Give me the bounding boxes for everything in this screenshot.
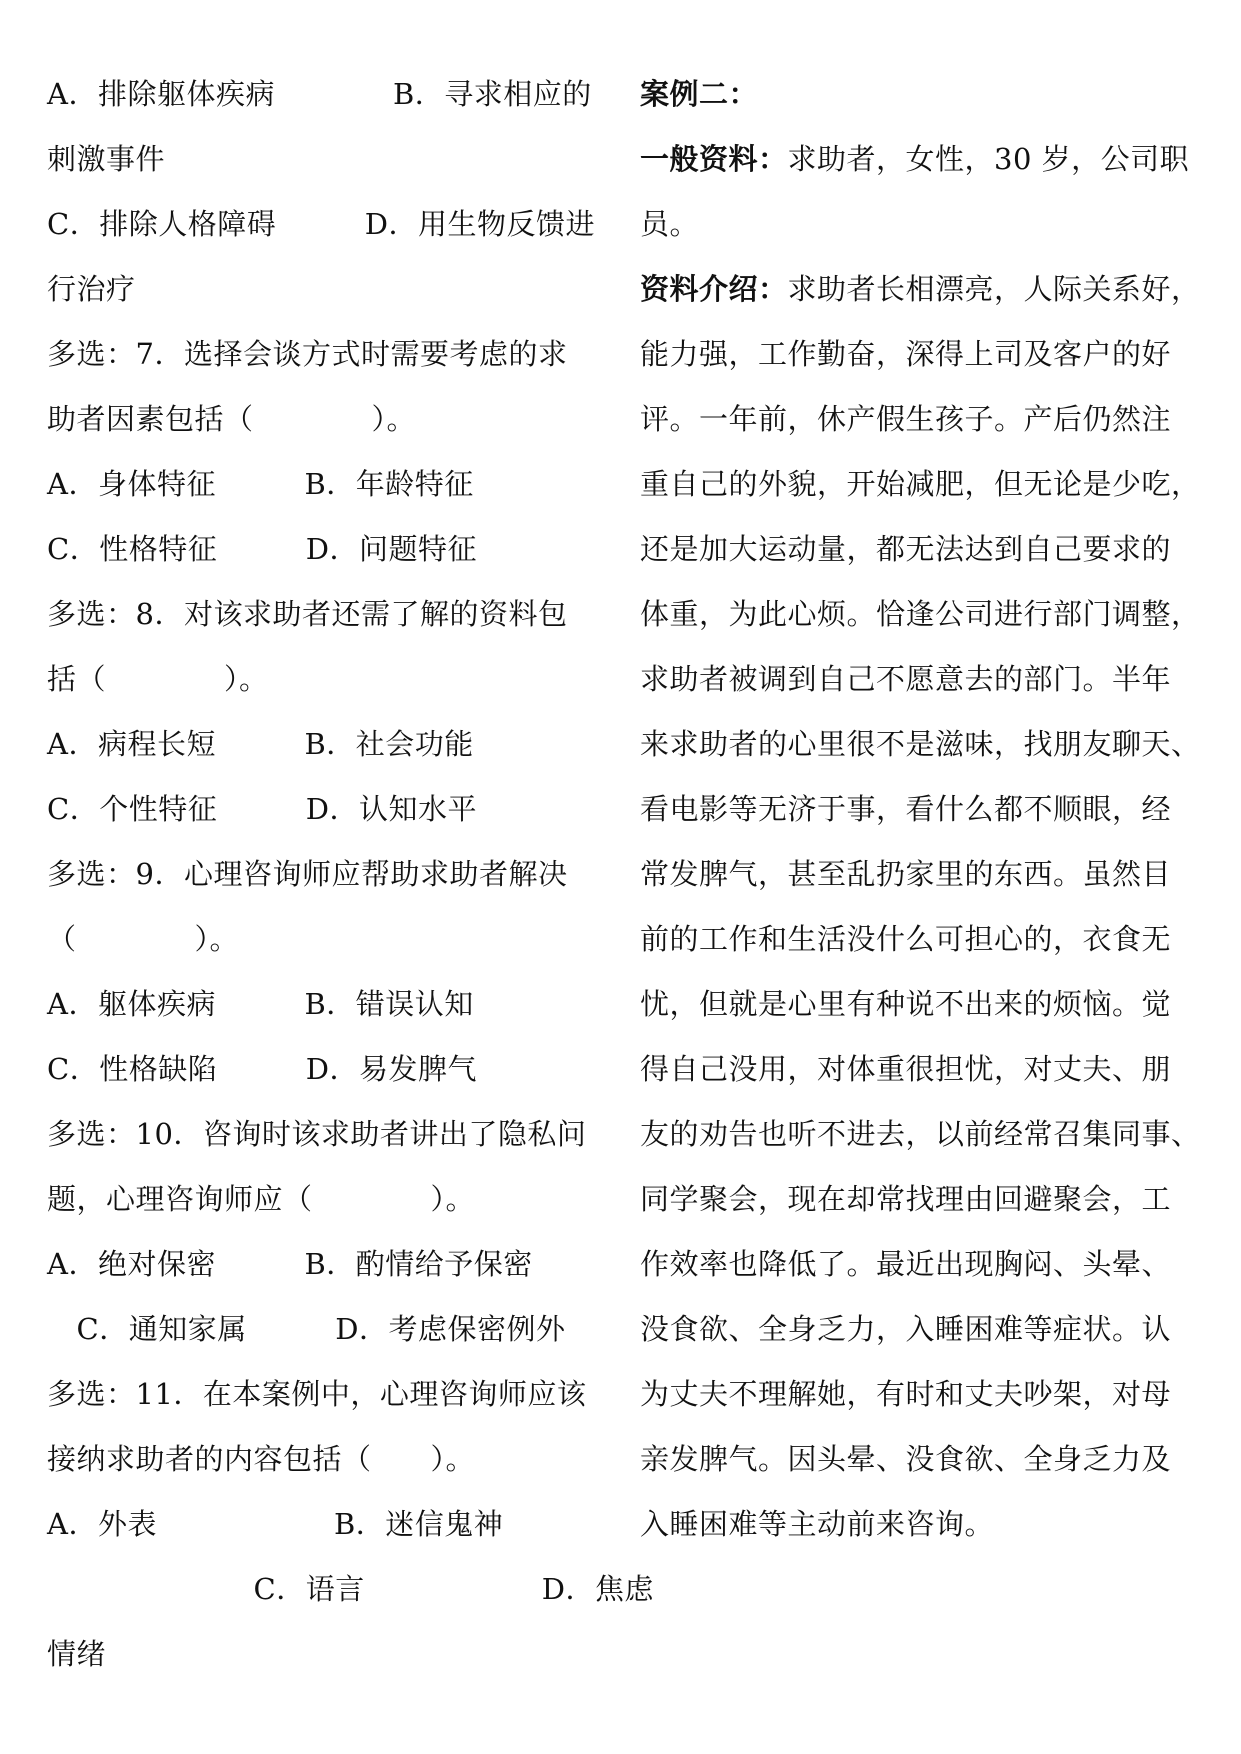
intro-body	[640, 322, 1200, 1557]
left-column	[47, 62, 654, 1687]
general-info-line	[640, 127, 1200, 192]
intro-text-line: 没食欲、全身乏力，入睡困难等症状。认	[640, 1312, 1172, 1346]
question-line: 多选：9．心理咨询师应帮助求助者解决	[47, 857, 568, 891]
question-line: （ ）。	[47, 922, 240, 956]
question-line: 题，心理咨询师应（ ）。	[47, 1182, 476, 1216]
question-line: A．身体特征 B．年龄特征	[47, 467, 474, 501]
intro-text-line: 体重，为此心烦。恰逢公司进行部门调整，	[640, 597, 1201, 631]
intro-text-line: 常发脾气，甚至乱扔家里的东西。虽然目	[640, 857, 1172, 891]
intro-text-line: 忧，但就是心里有种说不出来的烦恼。觉	[640, 987, 1172, 1021]
intro-text-line: 还是加大运动量，都无法达到自己要求的	[640, 532, 1172, 566]
question-line: 行治疗	[47, 272, 136, 306]
intro-text-line: 得自己没用，对体重很担忧，对丈夫、朋	[640, 1052, 1172, 1086]
question-line: 多选：11．在本案例中，心理咨询师应该	[47, 1377, 587, 1411]
intro-text-first: 求助者长相漂亮，人际关系好，	[787, 272, 1201, 306]
intro-text-line: 看电影等无济于事，看什么都不顺眼，经	[640, 792, 1172, 826]
question-line: A．排除躯体疾病 B．寻求相应的	[47, 77, 592, 111]
intro-text-line: 前的工作和生活没什么可担心的，衣食无	[640, 922, 1172, 956]
question-line: 情绪	[47, 1637, 107, 1671]
intro-text-line: 评。一年前，休产假生孩子。产后仍然注	[640, 402, 1172, 436]
question-line: 多选：7．选择会谈方式时需要考虑的求	[47, 337, 568, 371]
right-column	[640, 62, 1200, 1557]
intro-text-line: 来求助者的心里很不是滋味，找朋友聊天、	[640, 727, 1201, 761]
question-line: C．通知家属 D．考虑保密例外	[47, 1312, 566, 1346]
question-line: 多选：8．对该求助者还需了解的资料包	[47, 597, 568, 631]
question-line: A．躯体疾病 B．错误认知	[47, 987, 474, 1021]
intro-text-line: 同学聚会，现在却常找理由回避聚会，工	[640, 1182, 1172, 1216]
intro-label: 资料介绍：	[640, 272, 788, 306]
intro-text-line: 作效率也降低了。最近出现胸闷、头晕、	[640, 1247, 1172, 1281]
question-line: C．个性特征 D．认知水平	[47, 792, 477, 826]
question-line: 刺激事件	[47, 142, 166, 176]
intro-line	[640, 257, 1200, 322]
question-line: C．性格缺陷 D．易发脾气	[47, 1052, 477, 1086]
intro-text-line: 求助者被调到自己不愿意去的部门。半年	[640, 662, 1172, 696]
question-line: A．外表 B．迷信鬼神	[47, 1507, 504, 1541]
question-line: A．绝对保密 B．酌情给予保密	[47, 1247, 533, 1281]
intro-text-line: 友的劝告也听不进去，以前经常召集同事、	[640, 1117, 1201, 1151]
question-line: 助者因素包括（ ）。	[47, 402, 417, 436]
general-info-label: 一般资料：	[640, 142, 788, 176]
question-line: 括（ ）。	[47, 662, 269, 696]
question-line: C．语言 D．焦虑	[47, 1572, 654, 1606]
intro-text-line: 入睡困难等主动前来咨询。	[640, 1507, 995, 1541]
case-heading: 案例二：	[640, 77, 759, 111]
intro-text-line: 重自己的外貌，开始减肥，但无论是少吃，	[640, 467, 1201, 501]
general-info-text-cont: 员。	[640, 207, 700, 241]
question-line: 多选：10．咨询时该求助者讲出了隐私问	[47, 1117, 587, 1151]
question-line: C．排除人格障碍 D．用生物反馈进	[47, 207, 595, 241]
question-line: A．病程长短 B．社会功能	[47, 727, 474, 761]
intro-text-line: 为丈夫不理解她，有时和丈夫吵架，对母	[640, 1377, 1172, 1411]
intro-text-line: 能力强，工作勤奋，深得上司及客户的好	[640, 337, 1172, 371]
question-line: 接纳求助者的内容包括（ ）。	[47, 1442, 476, 1476]
intro-text-line: 亲发脾气。因头晕、没食欲、全身乏力及	[640, 1442, 1172, 1476]
question-line: C．性格特征 D．问题特征	[47, 532, 477, 566]
general-info-text: 求助者，女性，30 岁，公司职	[787, 142, 1190, 176]
